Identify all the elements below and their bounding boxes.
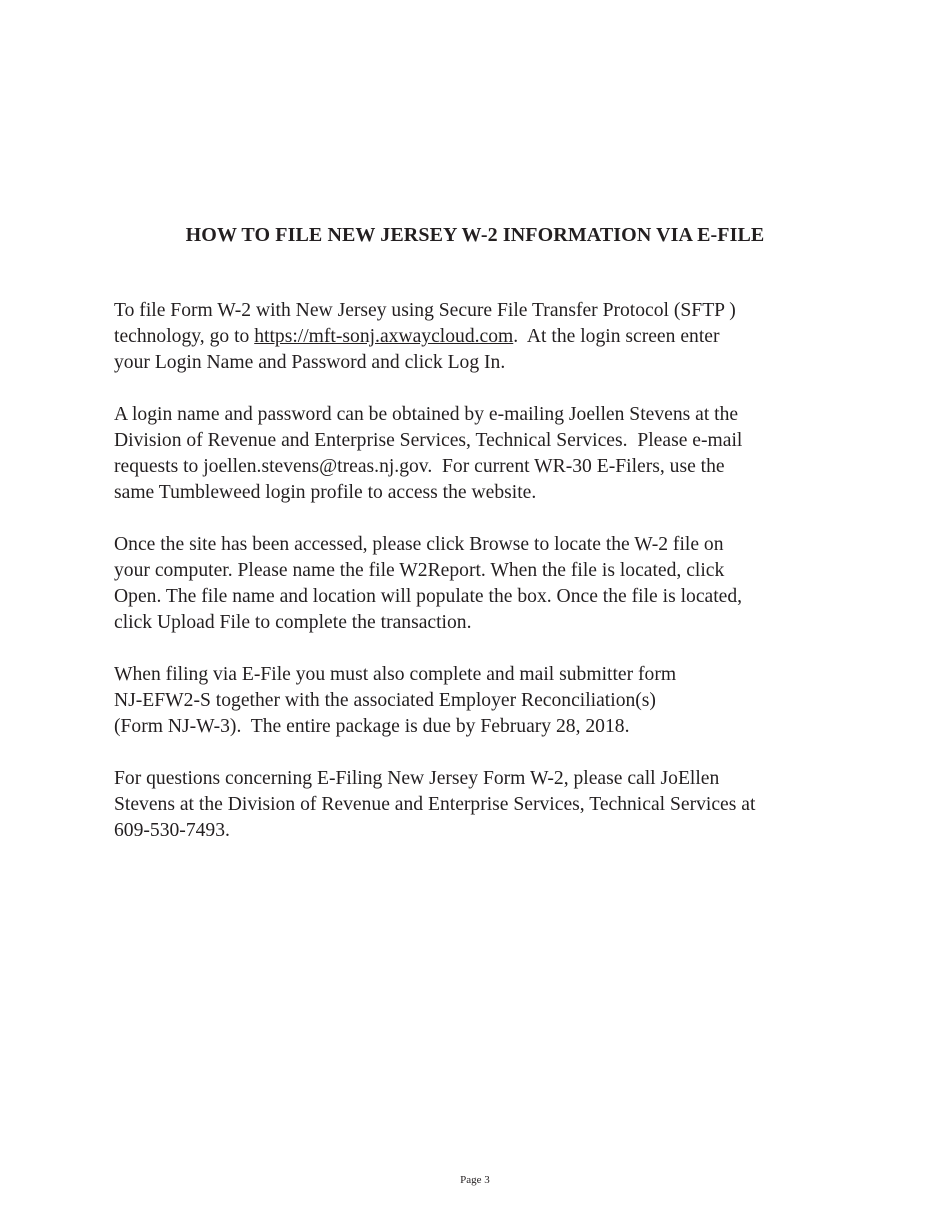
text-line: Once the site has been accessed, please click Browse to locate the W-2 file on <box>114 534 724 555</box>
text-line: A login name and password can be obtained by e-mailing Joellen Stevens at the <box>114 404 739 425</box>
text-segment: technology, go to <box>114 326 255 347</box>
paragraph-upload-steps <box>114 532 844 636</box>
text-segment: . At the login screen enter <box>513 326 720 347</box>
paragraph-login-credentials <box>114 402 844 506</box>
page-title: HOW TO FILE NEW JERSEY W-2 INFORMATION VIA E-FILE <box>185 224 765 246</box>
text-line: Stevens at the Division of Revenue and Enterprise Services, Technical Services at <box>114 794 756 815</box>
paragraph-sftp-instructions <box>114 298 844 376</box>
sftp-site-link[interactable]: https://mft-sonj.axwaycloud.com <box>254 326 514 347</box>
text-line: your Login Name and Password and click Log In. <box>114 352 506 373</box>
text-line: same Tumbleweed login profile to access the website. <box>114 482 537 503</box>
page-number: Page 3 <box>460 1174 490 1186</box>
text-line: When filing via E-File you must also complete and mail submitter form <box>114 664 677 685</box>
text-line: requests to joellen.stevens@treas.nj.gov. For current WR-30 E-Filers, use the <box>114 456 725 477</box>
text-line: NJ-EFW2-S together with the associated Employer Reconciliation(s) <box>114 690 656 711</box>
paragraph-submitter-form <box>114 662 844 740</box>
paragraph-contact <box>114 766 844 844</box>
document-body <box>114 298 844 870</box>
text-line: Open. The file name and location will populate the box. Once the file is located, <box>114 586 743 607</box>
text-line: To file Form W-2 with New Jersey using Secure File Transfer Protocol (SFTP ) <box>114 300 736 321</box>
text-line: 609-530-7493. <box>114 820 230 841</box>
text-line: click Upload File to complete the transaction. <box>114 612 472 633</box>
text-line: your computer. Please name the file W2Report. When the file is located, click <box>114 560 725 581</box>
text-line: (Form NJ-W-3). The entire package is due by February 28, 2018. <box>114 716 630 737</box>
text-line <box>114 324 844 350</box>
text-line: For questions concerning E-Filing New Jersey Form W-2, please call JoEllen <box>114 768 720 789</box>
text-line: Division of Revenue and Enterprise Services, Technical Services. Please e-mail <box>114 430 743 451</box>
